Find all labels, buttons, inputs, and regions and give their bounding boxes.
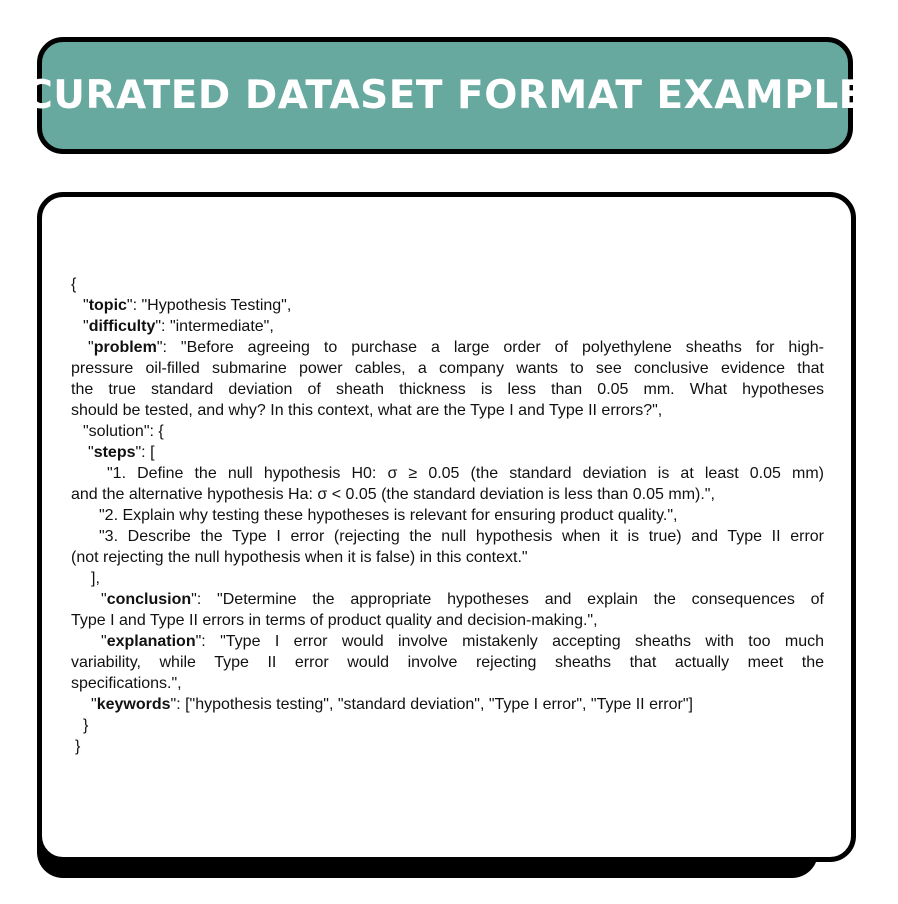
code-line-problem-4 [71,400,824,421]
steps-close: ], [91,570,100,587]
step-1-text-1: "1. Define the null hypothesis H0: σ ≥ 0.05 (the standard deviation is at least 0.05 mm) [107,465,824,482]
code-line-explanation-3 [71,673,824,694]
code-line-problem-3 [71,379,824,400]
code-line-explanation-2 [71,652,824,673]
topic-value: : "Hypothesis Testing", [132,297,292,314]
step-1-text-2: and the alternative hypothesis Ha: σ < 0.05 (the standard deviation is less than 0.05 mm).", [71,486,715,503]
steps-open: : [ [141,444,155,461]
step-3-text-1: "3. Describe the Type I error (rejecting the null hypothesis when it is true) and Type II error [99,528,824,545]
open-brace: { [71,276,77,293]
code-line-keywords: "keywords": ["hypothesis testing", "standard deviation", "Type I error", "Type II error"] [91,696,693,713]
code-line-step-3b [71,547,824,568]
json-example-block [71,274,824,757]
code-line-difficulty: "difficulty": "intermediate", [83,318,274,335]
solution-open: "solution": { [83,423,164,440]
code-line-explanation: "explanation": "Type I error would involve mistakenly accepting sheaths with too much [101,633,824,650]
code-line-solution-close [71,715,824,736]
code-line-step-1b [71,484,824,505]
code-line-close [71,736,824,757]
explanation-key: explanation [106,633,196,650]
code-line-solution [71,421,824,442]
code-line-problem: "problem": "Before agreeing to purchase a large order of polyethylene sheaths for high- [88,339,824,356]
problem-text-3: the true standard deviation of sheath thickness is less than 0.05 mm. What hypotheses [71,381,824,398]
difficulty-key: difficulty [88,318,156,335]
title-banner [24,37,866,154]
page-title: CURATED DATASET FORMAT EXAMPLE [24,73,866,118]
conclusion-text-2: Type I and Type II errors in terms of product quality and decision-making.", [71,612,598,629]
problem-text-4: should be tested, and why? In this context, what are the Type I and Type II errors?", [71,402,663,419]
explanation-text-1: : "Type I error would involve mistakenly accepting sheaths with too much [201,633,824,650]
step-2-text: "2. Explain why testing these hypotheses is relevant for ensuring product quality.", [99,507,678,524]
topic-key: topic [88,297,127,314]
conclusion-text-1: : "Determine the appropriate hypotheses and explain the consequences of [196,591,824,608]
problem-text-2: pressure oil-filled submarine power cables, a company wants to see conclusive evidence that [71,360,824,377]
explanation-text-2: variability, while Type II error would involve rejecting sheaths that actually meet the [71,654,824,671]
code-line-steps: "steps": [ [88,444,155,461]
code-line-conclusion-2 [71,610,824,631]
code-line-step-1 [71,463,824,484]
code-line-conclusion: "conclusion": "Determine the appropriate hypotheses and explain the consequences of [101,591,824,608]
conclusion-key: conclusion [106,591,192,608]
problem-key: problem [93,339,157,356]
steps-key: steps [93,444,136,461]
step-3-text-2: (not rejecting the null hypothesis when it is false) in this context." [71,549,528,566]
code-line [71,274,824,295]
difficulty-value: : "intermediate", [161,318,274,335]
solution-close: } [83,717,89,734]
code-line-problem-2 [71,358,824,379]
close-brace: } [75,738,81,755]
code-line-step-2 [71,505,824,526]
code-line-topic: "topic": "Hypothesis Testing", [83,297,292,314]
keywords-key: keywords [96,696,171,713]
code-line-step-3 [71,526,824,547]
keywords-value: : ["hypothesis testing", "standard deviation", "Type I error", "Type II error"] [176,696,693,713]
explanation-text-3: specifications.", [71,675,182,692]
problem-text-1: : "Before agreeing to purchase a large order of polyethylene sheaths for high- [162,339,824,356]
code-line-steps-close [71,568,824,589]
